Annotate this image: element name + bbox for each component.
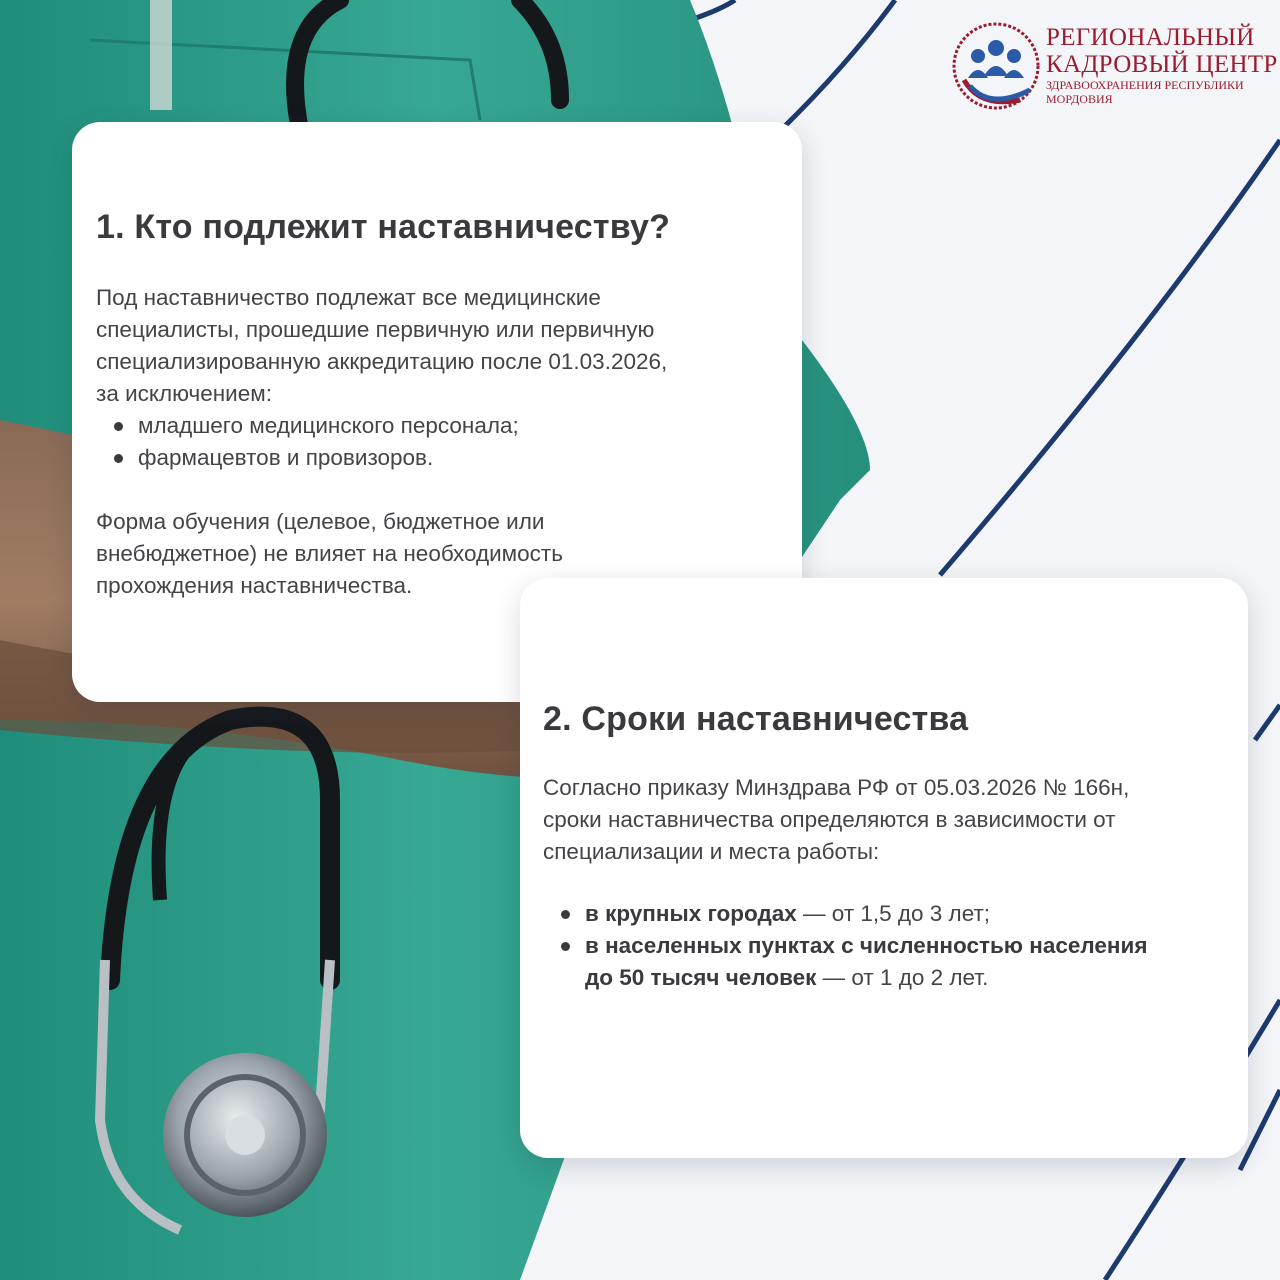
organization-logo bbox=[950, 20, 1278, 115]
list-item: младшего медицинского персонала; bbox=[114, 410, 778, 442]
list-item: фармацевтов и провизоров. bbox=[114, 442, 778, 474]
logo-title-line2: КАДРОВЫЙ ЦЕНТР bbox=[1046, 51, 1278, 78]
exceptions-list bbox=[96, 410, 778, 474]
logo-title-line1: РЕГИОНАЛЬНЫЙ bbox=[1046, 24, 1255, 51]
list-item: в населенных пунктах с численностью населения до 50 тысяч человек — от 1 до 2 лет. bbox=[561, 930, 1228, 994]
terms-text: Согласно приказу Минздрава РФ от 05.03.2026 № 166н, сроки наставничества определяются в зависимости от специализации и места работы: bbox=[543, 775, 1130, 864]
card-title: 2. Сроки наставничества bbox=[543, 700, 969, 738]
people-emblem-icon bbox=[950, 20, 1042, 112]
list-item: в крупных городах — от 1,5 до 3 лет; bbox=[561, 898, 1228, 930]
mentorship-terms-card bbox=[520, 578, 1248, 1158]
card-title: 1. Кто подлежит наставничеству? bbox=[96, 208, 671, 246]
logo-subtitle-line1: ЗДРАВООХРАНЕНИЯ РЕСПУБЛИКИ bbox=[1046, 78, 1244, 92]
terms-list bbox=[543, 898, 1228, 994]
eligibility-text: Под наставничество подлежат все медицинские специалисты, прошедшие первичную или первичную специализированную аккредитацию после 01.03.2026, за исключением: bbox=[96, 285, 668, 406]
training-form-note: Форма обучения (целевое, бюджетное или внебюджетное) не влияет на необходимость прохождения наставничества. bbox=[96, 509, 563, 598]
logo-subtitle-line2: МОРДОВИЯ bbox=[1046, 92, 1113, 106]
